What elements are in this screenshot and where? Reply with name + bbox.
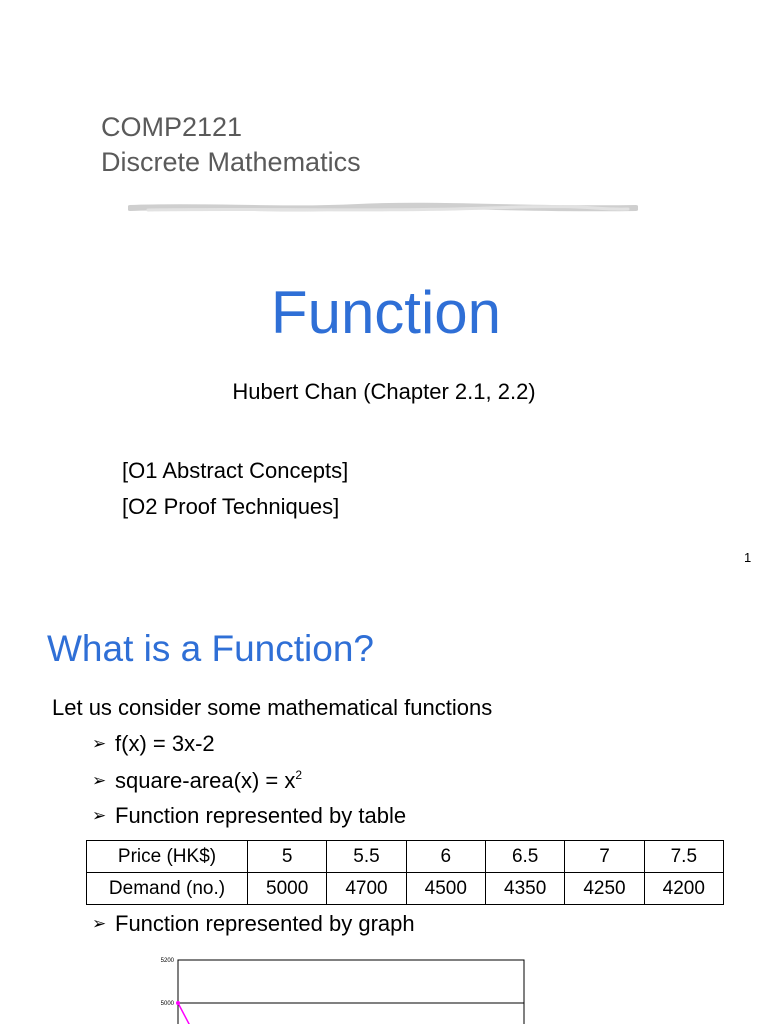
series-line	[178, 1003, 348, 1024]
bullet-item	[92, 733, 215, 755]
bullet-item	[92, 769, 302, 792]
course-code: COMP2121	[101, 112, 243, 142]
intro-text: Let us consider some mathematical functions	[52, 695, 493, 720]
arrow-bullet-icon: ➢	[92, 806, 107, 825]
author-line: Hubert Chan (Chapter 2.1, 2.2)	[232, 379, 536, 404]
bullet-text: Function represented by graph	[115, 911, 415, 936]
bullet-text: f(x) = 3x-2	[115, 731, 215, 756]
table-cell: 4200	[644, 873, 723, 905]
demand-table	[86, 840, 724, 905]
title-divider	[128, 198, 638, 218]
bullet-item	[92, 805, 406, 827]
table-cell: Price (HK$)	[87, 841, 248, 873]
table-cell: 7	[565, 841, 644, 873]
table-cell: 5	[248, 841, 327, 873]
bullet-text: Function represented by table	[115, 803, 407, 828]
plot-frame	[178, 960, 524, 1024]
arrow-bullet-icon: ➢	[92, 734, 107, 753]
objective-tag-1: [O1 Abstract Concepts]	[122, 458, 349, 483]
table-cell: Demand (no.)	[87, 873, 248, 905]
table-cell: 7.5	[644, 841, 723, 873]
table-cell: 5000	[248, 873, 327, 905]
course-name: Discrete Mathematics	[101, 147, 361, 177]
table-row	[87, 873, 724, 905]
objective-tag-2: [O2 Proof Techniques]	[122, 494, 340, 519]
table-cell: 4700	[327, 873, 406, 905]
arrow-bullet-icon: ➢	[92, 771, 107, 790]
table-cell: 6	[406, 841, 485, 873]
demand-graph	[140, 948, 540, 1024]
table-cell: 4500	[406, 873, 485, 905]
table-cell: 4250	[565, 873, 644, 905]
y-tick-label: 5000	[160, 1001, 174, 1007]
bullet-text: square-area(x) = x	[115, 768, 296, 793]
superscript: 2	[295, 768, 303, 782]
arrow-bullet-icon: ➢	[92, 914, 107, 933]
table-cell: 5.5	[327, 841, 406, 873]
table-cell: 6.5	[485, 841, 564, 873]
page-number: 1	[744, 550, 752, 565]
table-cell: 4350	[485, 873, 564, 905]
y-tick-label: 5200	[160, 958, 174, 964]
bullet-item	[92, 913, 415, 935]
slide-heading: What is a Function?	[47, 628, 374, 669]
slide-title: Function	[270, 279, 502, 346]
data-point	[176, 1001, 180, 1005]
table-row	[87, 841, 724, 873]
